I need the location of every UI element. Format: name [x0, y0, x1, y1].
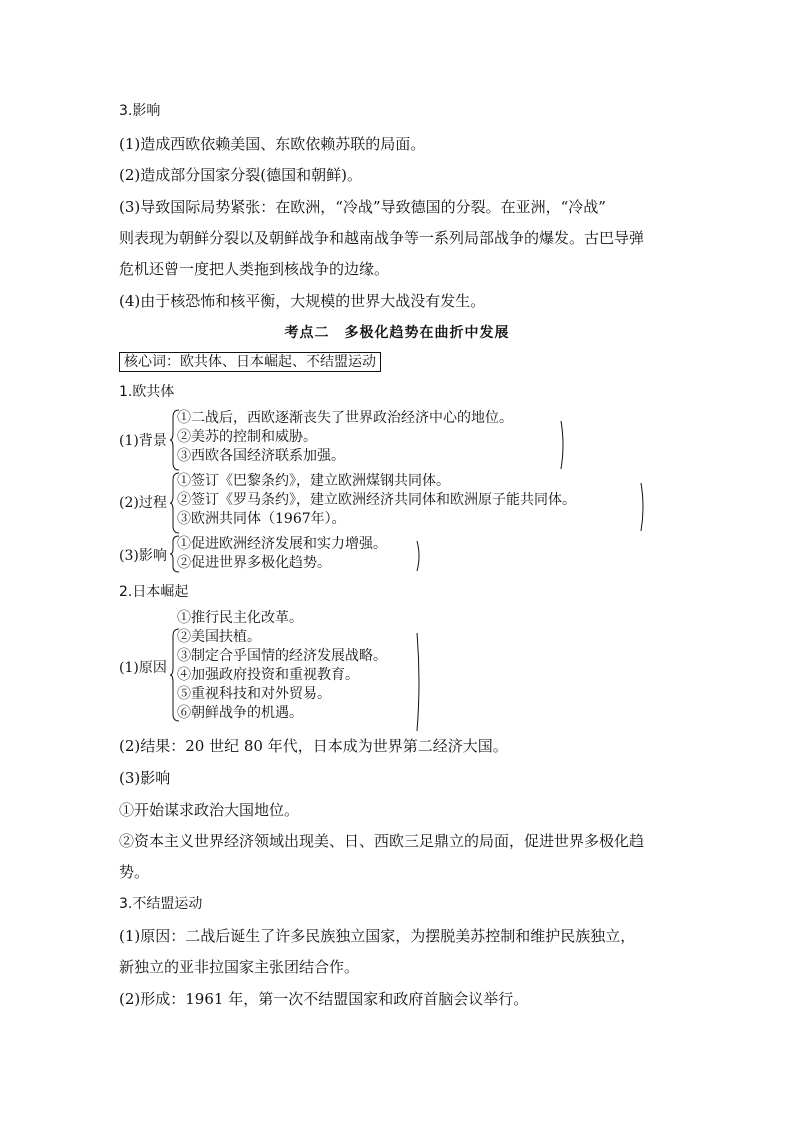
subsection-heading-japan: 2.日本崛起: [119, 584, 189, 600]
paragraph: (1)造成西欧依赖美国、东欧依赖苏联的局面。: [119, 135, 426, 153]
list-item: ②美国扶植。: [177, 629, 261, 645]
list-item: ⑥朝鲜战争的机遇。: [177, 705, 303, 721]
right-bracket-icon: [560, 420, 566, 470]
paragraph: 则表现为朝鲜分裂以及朝鲜战争和越南战争等一系列局部战争的爆发。古巴导弹: [119, 229, 645, 247]
paragraph: (2)造成部分国家分裂(德国和朝鲜)。: [119, 166, 362, 184]
brace-items-background: [177, 409, 513, 466]
paragraph: ①开始谋求政治大国地位。: [119, 801, 300, 819]
core-words-box: 核心词：欧共体、日本崛起、不结盟运动: [119, 352, 381, 372]
paragraph: (1)原因：二战后诞生了许多民族独立国家，为摆脱美苏控制和维护民族独立，: [119, 927, 636, 945]
paragraph: (2)形成：1961 年，第一次不结盟国家和政府首脑会议举行。: [119, 990, 529, 1008]
section-title: 考点二 多极化趋势在曲折中发展: [284, 325, 510, 341]
paragraph: (4)由于核恐怖和核平衡，大规模的世界大战没有发生。: [119, 292, 486, 310]
paragraph: 势。: [119, 863, 150, 881]
brace-label-impact: (3)影响: [119, 548, 167, 564]
subsection-heading-nam: 3.不结盟运动: [119, 896, 203, 912]
paragraph-heading: (3)影响: [119, 769, 171, 787]
right-bracket-icon: [640, 482, 646, 532]
paragraph: ②资本主义世界经济领域出现美、日、西欧三足鼎立的局面，促进世界多极化趋: [119, 832, 645, 850]
list-item: ②签订《罗马条约》，建立欧洲经济共同体和欧洲原子能共同体。: [177, 492, 576, 508]
list-item: ②美苏的控制和威胁。: [177, 429, 317, 445]
list-item: ③制定合乎国情的经济发展战略。: [177, 648, 387, 664]
paragraph: 危机还曾一度把人类拖到核战争的边缘。: [119, 260, 390, 278]
subsection-heading-ec: 1.欧共体: [119, 384, 175, 400]
list-item: ④加强政府投资和重视教育。: [177, 667, 359, 683]
paragraph: 新独立的亚非拉国家主张团结合作。: [119, 958, 360, 976]
brace-items-impact: [177, 535, 387, 573]
list-item: ①促进欧洲经济发展和实力增强。: [177, 536, 387, 552]
paragraph: (3)导致国际局势紧张：在欧洲，“冷战”导致德国的分裂。在亚洲，“冷战”: [119, 198, 606, 216]
brace-label-process: (2)过程: [119, 495, 167, 511]
brace-items-process: [177, 472, 576, 529]
list-item: ①推行民主化改革。: [177, 610, 303, 626]
list-item: ①二战后，西欧逐渐丧失了世界政治经济中心的地位。: [177, 410, 513, 426]
paragraph-result: (2)结果：20 世纪 80 年代，日本成为世界第二经济大国。: [119, 737, 508, 755]
list-item: ⑤重视科技和对外贸易。: [177, 686, 331, 702]
brace-label-background: (1)背景: [119, 433, 167, 449]
list-item: ①签订《巴黎条约》，建立欧洲煤钢共同体。: [177, 473, 450, 489]
list-item: ③西欧各国经济联系加强。: [177, 448, 345, 464]
brace-items-cause: [177, 609, 387, 723]
list-item: ②促进世界多极化趋势。: [177, 555, 331, 571]
right-bracket-icon: [416, 632, 422, 732]
section-heading-impact: 3.影响: [119, 103, 161, 119]
right-bracket-icon: [416, 540, 422, 572]
list-item: ③欧洲共同体（1967年）。: [177, 511, 346, 527]
brace-label-cause: (1)原因: [119, 660, 167, 676]
